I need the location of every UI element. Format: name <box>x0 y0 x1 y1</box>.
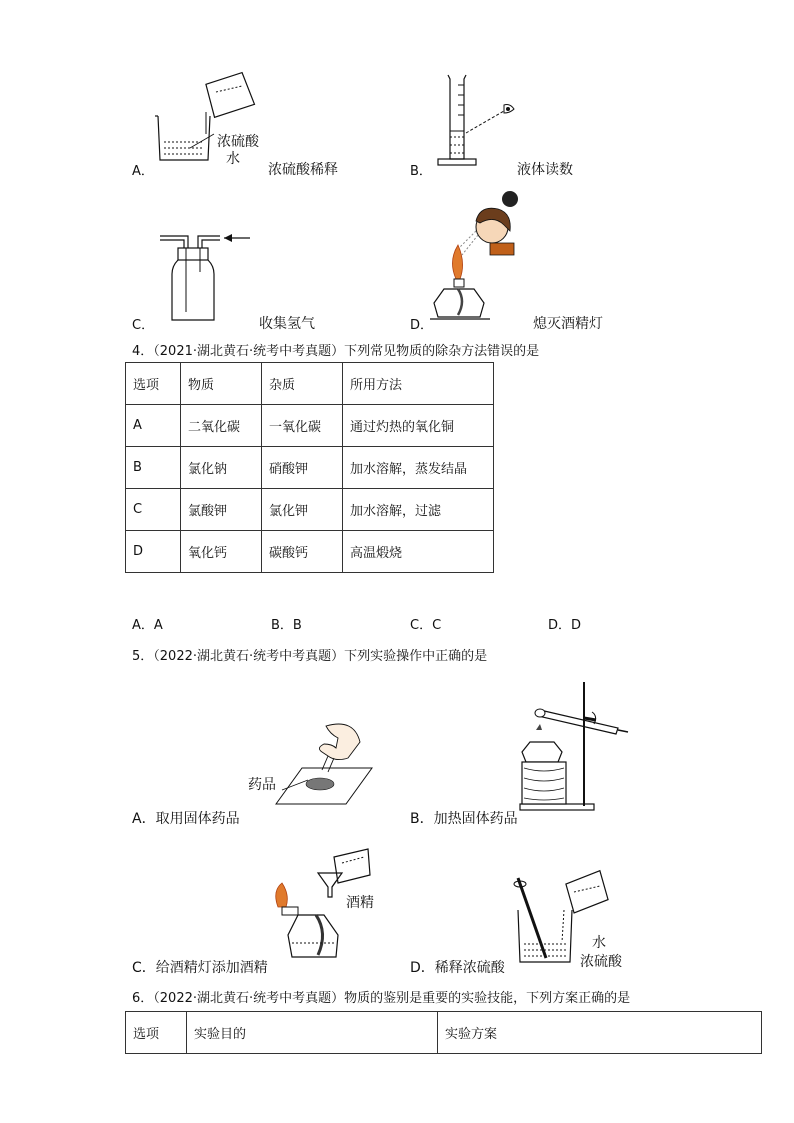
q5c-caption: C．给酒精灯添加酒精 <box>132 960 268 976</box>
table-cell: 氯酸钾 <box>181 489 262 531</box>
table-cell: 氯化钠 <box>181 447 262 489</box>
table-cell: 氯化钾 <box>262 489 343 531</box>
table-header-cell: 实验方案 <box>438 1012 762 1054</box>
q5a-caption: A．取用固体药品 <box>132 811 240 827</box>
q4-option-a: A．A <box>132 618 163 633</box>
q3c-figure <box>158 228 258 324</box>
table-cell: 硝酸钾 <box>262 447 343 489</box>
q4-option-b: B．B <box>271 618 302 633</box>
table-cell: A <box>126 405 181 447</box>
table-cell: 一氧化碳 <box>262 405 343 447</box>
table-cell: 氧化钙 <box>181 531 262 573</box>
q5a-label: 药品 <box>248 777 276 793</box>
table-header-cell: 物质 <box>181 363 262 405</box>
q3a-figure <box>150 72 270 172</box>
q3b-letter: B． <box>410 164 432 179</box>
table-row <box>126 405 494 447</box>
q5a-figure <box>276 718 376 812</box>
table-row <box>126 447 494 489</box>
q3a-letter: A． <box>132 164 154 179</box>
q3a-caption: 浓硫酸稀释 <box>268 162 338 178</box>
q3c-caption: 收集氢气 <box>259 316 315 332</box>
table-cell: C <box>126 489 181 531</box>
q5c-label: 酒精 <box>346 895 374 911</box>
q3d-figure <box>430 185 530 325</box>
table-header-cell: 杂质 <box>262 363 343 405</box>
table-cell: 通过灼热的氧化铜 <box>343 405 494 447</box>
table-cell: 加水溶解，过滤 <box>343 489 494 531</box>
table-row <box>126 1012 762 1054</box>
q5-question: 5．（2022·湖北黄石·统考中考真题）下列实验操作中正确的是 <box>132 649 488 664</box>
q3a-label-acid: 浓硫酸 <box>217 134 259 150</box>
q5b-caption: B．加热固体药品 <box>410 811 518 827</box>
q4-question: 4．（2021·湖北黄石·统考中考真题）下列常见物质的除杂方法错误的是 <box>132 344 540 359</box>
table-header-cell: 选项 <box>126 1012 187 1054</box>
q6-question: 6．（2022·湖北黄石·统考中考真题）物质的鉴别是重要的实验技能，下列方案正确的是 <box>132 991 631 1006</box>
q4-option-d: D．D <box>548 618 582 633</box>
table-header-cell: 选项 <box>126 363 181 405</box>
q3a-label-water: 水 <box>226 151 240 167</box>
q4-table <box>125 362 494 573</box>
q5b-figure <box>514 682 634 814</box>
table-cell: 二氧化碳 <box>181 405 262 447</box>
table-row <box>126 531 494 573</box>
q4-option-c: C．C <box>410 618 442 633</box>
q3d-letter: D． <box>410 318 434 333</box>
table-row <box>126 363 494 405</box>
table-cell: 碳酸钙 <box>262 531 343 573</box>
q3b-figure <box>438 75 538 171</box>
q3d-caption: 熄灭酒精灯 <box>533 316 603 332</box>
table-header-cell: 所用方法 <box>343 363 494 405</box>
q5d-label-acid: 浓硫酸 <box>580 954 622 970</box>
table-header-cell: 实验目的 <box>187 1012 438 1054</box>
table-cell: 高温煅烧 <box>343 531 494 573</box>
table-cell: D <box>126 531 181 573</box>
table-cell: B <box>126 447 181 489</box>
q6-table <box>125 1011 762 1054</box>
table-row <box>126 489 494 531</box>
q3b-caption: 液体读数 <box>517 162 573 178</box>
q3c-letter: C． <box>132 318 155 333</box>
table-cell: 加水溶解，蒸发结晶 <box>343 447 494 489</box>
q5d-caption: D．稀释浓硫酸 <box>410 960 505 976</box>
q5d-label-water: 水 <box>592 935 606 951</box>
